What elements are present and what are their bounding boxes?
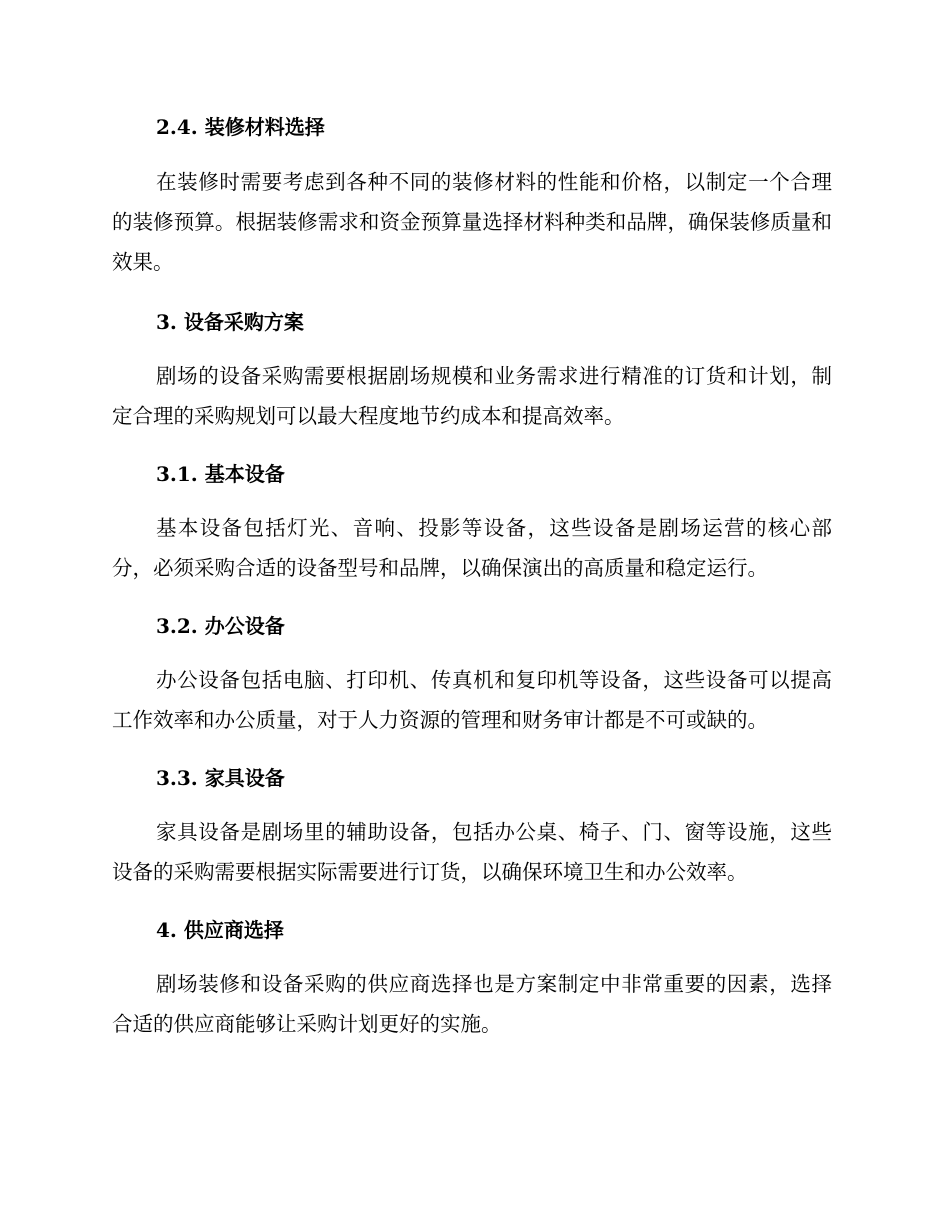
- section-body-equipment-procurement: 剧场的设备采购需要根据剧场规模和业务需求进行精准的订货和计划，制定合理的采购规划可以最大程度地节约成本和提高效率。: [112, 364, 832, 428]
- section-heading-decoration-materials: 2.4. 装修材料选择: [156, 115, 325, 139]
- section-body-basic-equipment: 基本设备包括灯光、音响、投影等设备，这些设备是剧场运营的核心部分，必须采购合适的设备型号和品牌，以确保演出的高质量和稳定运行。: [112, 516, 832, 580]
- section-body-furniture-equipment: 家具设备是剧场里的辅助设备，包括办公桌、椅子、门、窗等设施，这些设备的采购需要根据实际需要进行订货，以确保环境卫生和办公效率。: [112, 820, 832, 884]
- section-heading-supplier-selection: 4. 供应商选择: [156, 918, 284, 942]
- section-heading-furniture-equipment: 3.3. 家具设备: [156, 766, 285, 790]
- section-heading-office-equipment: 3.2. 办公设备: [156, 614, 285, 638]
- section-body-office-equipment: 办公设备包括电脑、打印机、传真机和复印机等设备，这些设备可以提高工作效率和办公质量，对于人力资源的管理和财务审计都是不可或缺的。: [112, 668, 832, 732]
- section-body-supplier-selection: 剧场装修和设备采购的供应商选择也是方案制定中非常重要的因素，选择合适的供应商能够让采购计划更好的实施。: [112, 972, 832, 1036]
- section-heading-equipment-procurement: 3. 设备采购方案: [156, 310, 304, 334]
- section-heading-basic-equipment: 3.1. 基本设备: [156, 462, 285, 486]
- section-body-decoration-materials: 在装修时需要考虑到各种不同的装修材料的性能和价格，以制定一个合理的装修预算。根据装修需求和资金预算量选择材料种类和品牌，确保装修质量和效果。: [112, 170, 832, 274]
